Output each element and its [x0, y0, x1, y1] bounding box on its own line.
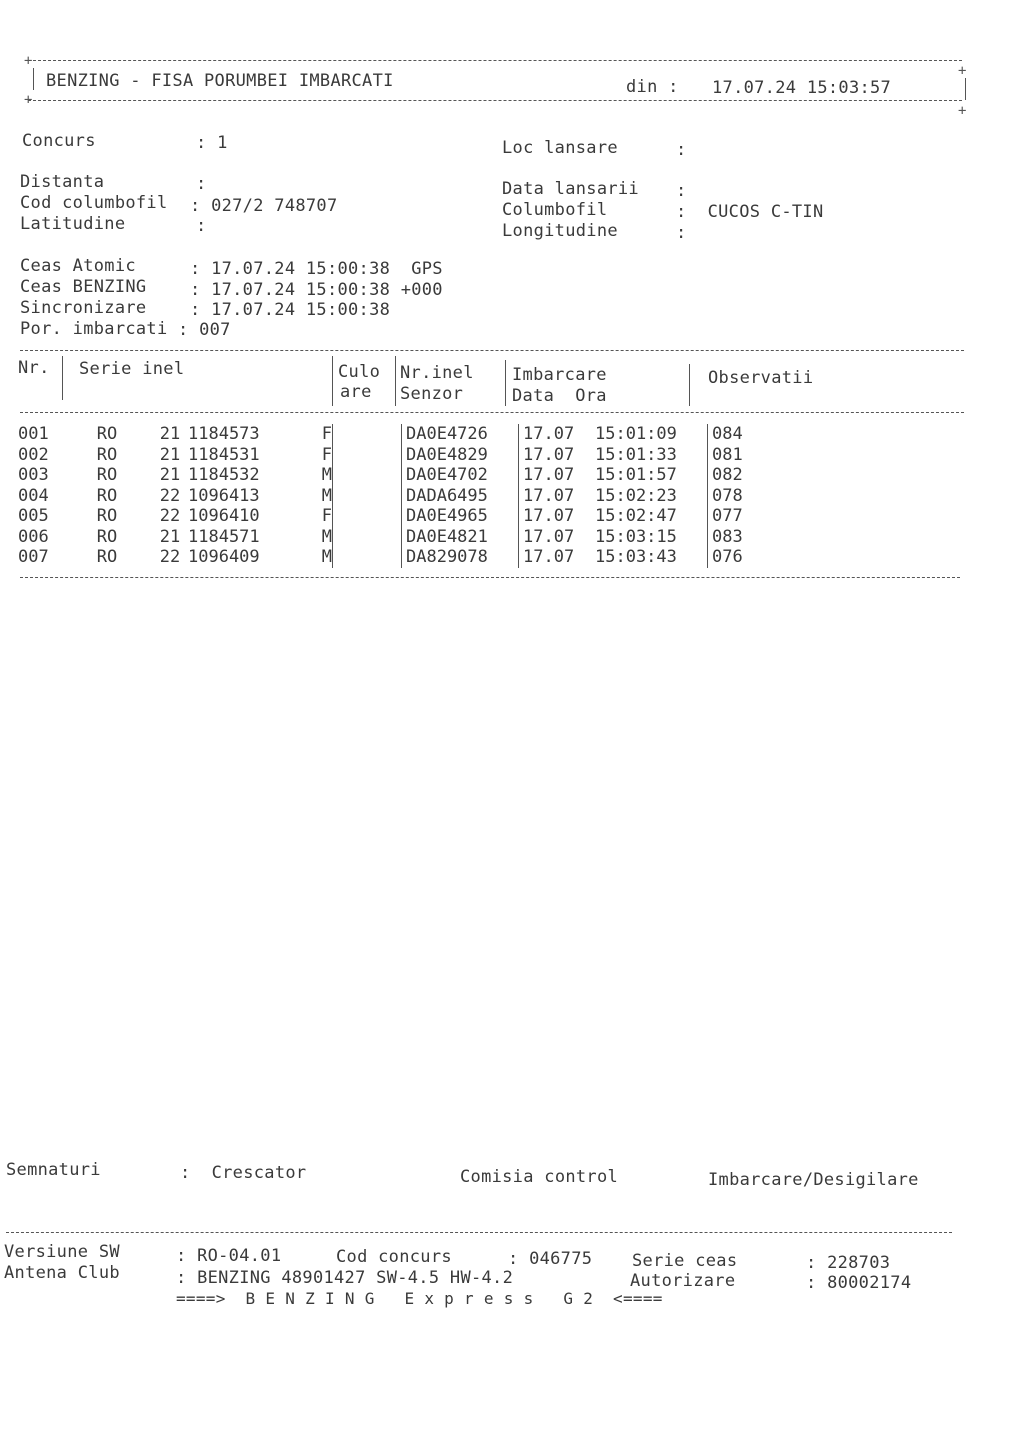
cell-culoare [333, 424, 402, 445]
header-culoare-1: Culo [338, 362, 381, 382]
cell-an: 21 [159, 526, 181, 547]
cell-culoare [333, 527, 402, 548]
cell-an: 22 [159, 485, 181, 506]
data-lansarii-label: Data lansarii [502, 179, 639, 199]
cell-sex: F [321, 444, 332, 465]
antena-label: Antena Club [4, 1263, 120, 1283]
cell-tara: RO [96, 506, 118, 526]
header-imbarcare-2: Data Ora [512, 386, 607, 406]
cell-observatii: 084 [708, 424, 773, 445]
corner-mark: + [958, 63, 967, 79]
col-divider [62, 356, 63, 400]
cod-concurs-value: : 046775 [508, 1249, 593, 1269]
cell-inel: 1184531 [188, 444, 260, 465]
cell-data: 17.07 [519, 527, 596, 548]
cell-ora: 15:01:33 [595, 444, 677, 465]
cell-sex: F [321, 424, 332, 444]
sincronizare-value: : 17.07.24 15:00:38 [190, 300, 391, 320]
cod-columbofil-value: : 027/2 748707 [190, 196, 338, 216]
cell-sex: M [321, 526, 332, 547]
cell-nr: 004 [18, 485, 49, 506]
serie-ceas-value: : 228703 [806, 1253, 891, 1273]
header-bottom-rule [28, 100, 962, 101]
cell-nr: 002 [18, 444, 49, 465]
cell-tara: RO [96, 526, 118, 547]
cell-observatii: 082 [708, 465, 773, 486]
cell-observatii: 081 [708, 445, 773, 466]
cell-data: 17.07 [519, 465, 596, 486]
cell-an: 22 [159, 547, 181, 567]
cell-ora: 15:02:47 [595, 506, 677, 526]
corner-mark: + [24, 53, 33, 69]
cell-senzor: DA0E4829 [402, 445, 519, 466]
cell-data: 17.07 [519, 445, 596, 466]
signature-imbarcare: Imbarcare/Desigilare [708, 1170, 919, 1190]
ceas-benzing-label: Ceas BENZING [20, 277, 147, 297]
concurs-label: Concurs [22, 131, 96, 151]
cell-tara: RO [96, 465, 118, 485]
cell-nr: 005 [18, 506, 49, 526]
cell-nr: 006 [18, 526, 49, 547]
cell-observatii: 083 [708, 527, 773, 548]
cell-sex: M [321, 485, 332, 506]
table-header-rule [20, 412, 964, 413]
corner-mark: + [958, 103, 967, 119]
table-row [18, 547, 772, 568]
cell-culoare [333, 506, 402, 527]
cell-sex: F [321, 506, 332, 526]
cell-inel: 1096410 [188, 506, 260, 526]
cell-an: 22 [159, 506, 181, 526]
table-row [18, 527, 772, 548]
cell-senzor: DA0E4726 [402, 424, 519, 445]
cell-culoare [333, 445, 402, 466]
versiune-label: Versiune SW [4, 1242, 120, 1262]
antena-value: : BENZING 48901427 SW-4.5 HW-4.2 [176, 1268, 514, 1288]
footer-rule [6, 1232, 952, 1233]
data-lansarii-value: : [676, 181, 687, 201]
versiune-value: : RO-04.01 [176, 1246, 282, 1266]
distanta-label: Distanta [20, 172, 105, 192]
col-divider [689, 364, 690, 406]
latitudine-value: : [196, 216, 207, 236]
cell-ora: 15:02:23 [595, 485, 677, 506]
cell-observatii: 077 [708, 506, 773, 527]
cell-an: 21 [159, 444, 181, 465]
table-row [18, 506, 772, 527]
cell-sex: M [321, 547, 332, 567]
benzing-banner: ====> B E N Z I N G E x p r e s s G 2 <==== [176, 1289, 663, 1308]
header-culoare-2: are [340, 382, 372, 402]
cell-senzor: DADA6495 [402, 486, 519, 507]
signature-comisia: Comisia control [460, 1167, 619, 1187]
ceas-atomic-label: Ceas Atomic [20, 256, 136, 276]
signature-crescator: : Crescator [180, 1163, 307, 1183]
col-divider [505, 360, 506, 406]
cell-data: 17.07 [519, 424, 596, 445]
signatures-label: Semnaturi [6, 1160, 101, 1180]
cell-an: 21 [159, 424, 181, 444]
col-divider [395, 356, 396, 406]
concurs-value: : 1 [196, 133, 228, 153]
cell-an: 21 [159, 465, 181, 485]
col-divider [332, 356, 333, 406]
cell-data: 17.07 [519, 486, 596, 507]
header-nr-inel-1: Nr.inel [400, 363, 474, 383]
table-bottom-rule [20, 577, 960, 578]
distanta-value: : [196, 174, 207, 194]
table-top-rule [20, 350, 964, 351]
longitudine-label: Longitudine [502, 221, 618, 241]
latitudine-label: Latitudine [20, 214, 126, 234]
cell-inel: 1184571 [188, 526, 260, 547]
header-right-border [965, 78, 966, 100]
loc-lansare-label: Loc lansare [502, 138, 618, 158]
cell-tara: RO [96, 424, 118, 444]
pigeon-table [18, 424, 772, 568]
cell-culoare [333, 465, 402, 486]
cell-nr: 003 [18, 465, 49, 485]
cell-inel: 1096409 [188, 547, 260, 567]
cell-sex: M [321, 465, 332, 485]
cell-culoare [333, 486, 402, 507]
autorizare-value: : 80002174 [806, 1273, 912, 1293]
cod-concurs-label: Cod concurs [336, 1247, 452, 1267]
cell-tara: RO [96, 485, 118, 506]
cell-nr: 001 [18, 424, 49, 444]
table-row [18, 424, 772, 445]
table-body [18, 424, 772, 568]
cell-nr: 007 [18, 547, 49, 567]
header-left-border [33, 68, 34, 90]
cell-inel: 1184573 [188, 424, 260, 444]
autorizare-label: Autorizare [630, 1271, 736, 1291]
header-nr-inel-2: Senzor [400, 384, 464, 404]
cell-inel: 1096413 [188, 485, 260, 506]
por-imbarcati-value: : 007 [178, 320, 231, 340]
columbofil-label: Columbofil [502, 200, 608, 220]
cell-tara: RO [96, 547, 118, 567]
document-title: BENZING - FISA PORUMBEI IMBARCATI [46, 71, 394, 91]
header-nr: Nr. [18, 358, 50, 378]
cell-ora: 15:03:43 [595, 547, 677, 567]
cell-observatii: 078 [708, 486, 773, 507]
header-imbarcare-1: Imbarcare [512, 365, 607, 385]
date-value: 17.07.24 15:03:57 [712, 78, 892, 98]
date-label: din : [626, 77, 679, 97]
cell-tara: RO [96, 444, 118, 465]
cell-ora: 15:03:15 [595, 526, 677, 547]
cell-ora: 15:01:09 [595, 424, 677, 444]
cell-observatii: 076 [708, 547, 773, 568]
cell-senzor: DA0E4965 [402, 506, 519, 527]
cell-data: 17.07 [519, 547, 596, 568]
serie-ceas-label: Serie ceas [632, 1251, 738, 1271]
table-row [18, 486, 772, 507]
table-row [18, 445, 772, 466]
loc-lansare-value: : [676, 140, 687, 160]
header-observatii: Observatii [708, 368, 814, 388]
header-top-rule [28, 60, 962, 61]
columbofil-value: : CUCOS C-TIN [676, 202, 824, 222]
cell-data: 17.07 [519, 506, 596, 527]
corner-mark: + [24, 92, 33, 108]
longitudine-value: : [676, 223, 687, 243]
sincronizare-label: Sincronizare [20, 298, 147, 318]
table-row [18, 465, 772, 486]
cell-senzor: DA829078 [402, 547, 519, 568]
cod-columbofil-label: Cod columbofil [20, 193, 168, 213]
ceas-benzing-value: : 17.07.24 15:00:38 +000 [190, 280, 443, 300]
cell-inel: 1184532 [188, 465, 260, 485]
por-imbarcati-label: Por. imbarcati [20, 319, 168, 339]
header-serie-inel: Serie inel [79, 359, 185, 379]
cell-senzor: DA0E4821 [402, 527, 519, 548]
cell-culoare [333, 547, 402, 568]
cell-ora: 15:01:57 [595, 465, 677, 485]
cell-senzor: DA0E4702 [402, 465, 519, 486]
ceas-atomic-value: : 17.07.24 15:00:38 GPS [190, 259, 443, 279]
